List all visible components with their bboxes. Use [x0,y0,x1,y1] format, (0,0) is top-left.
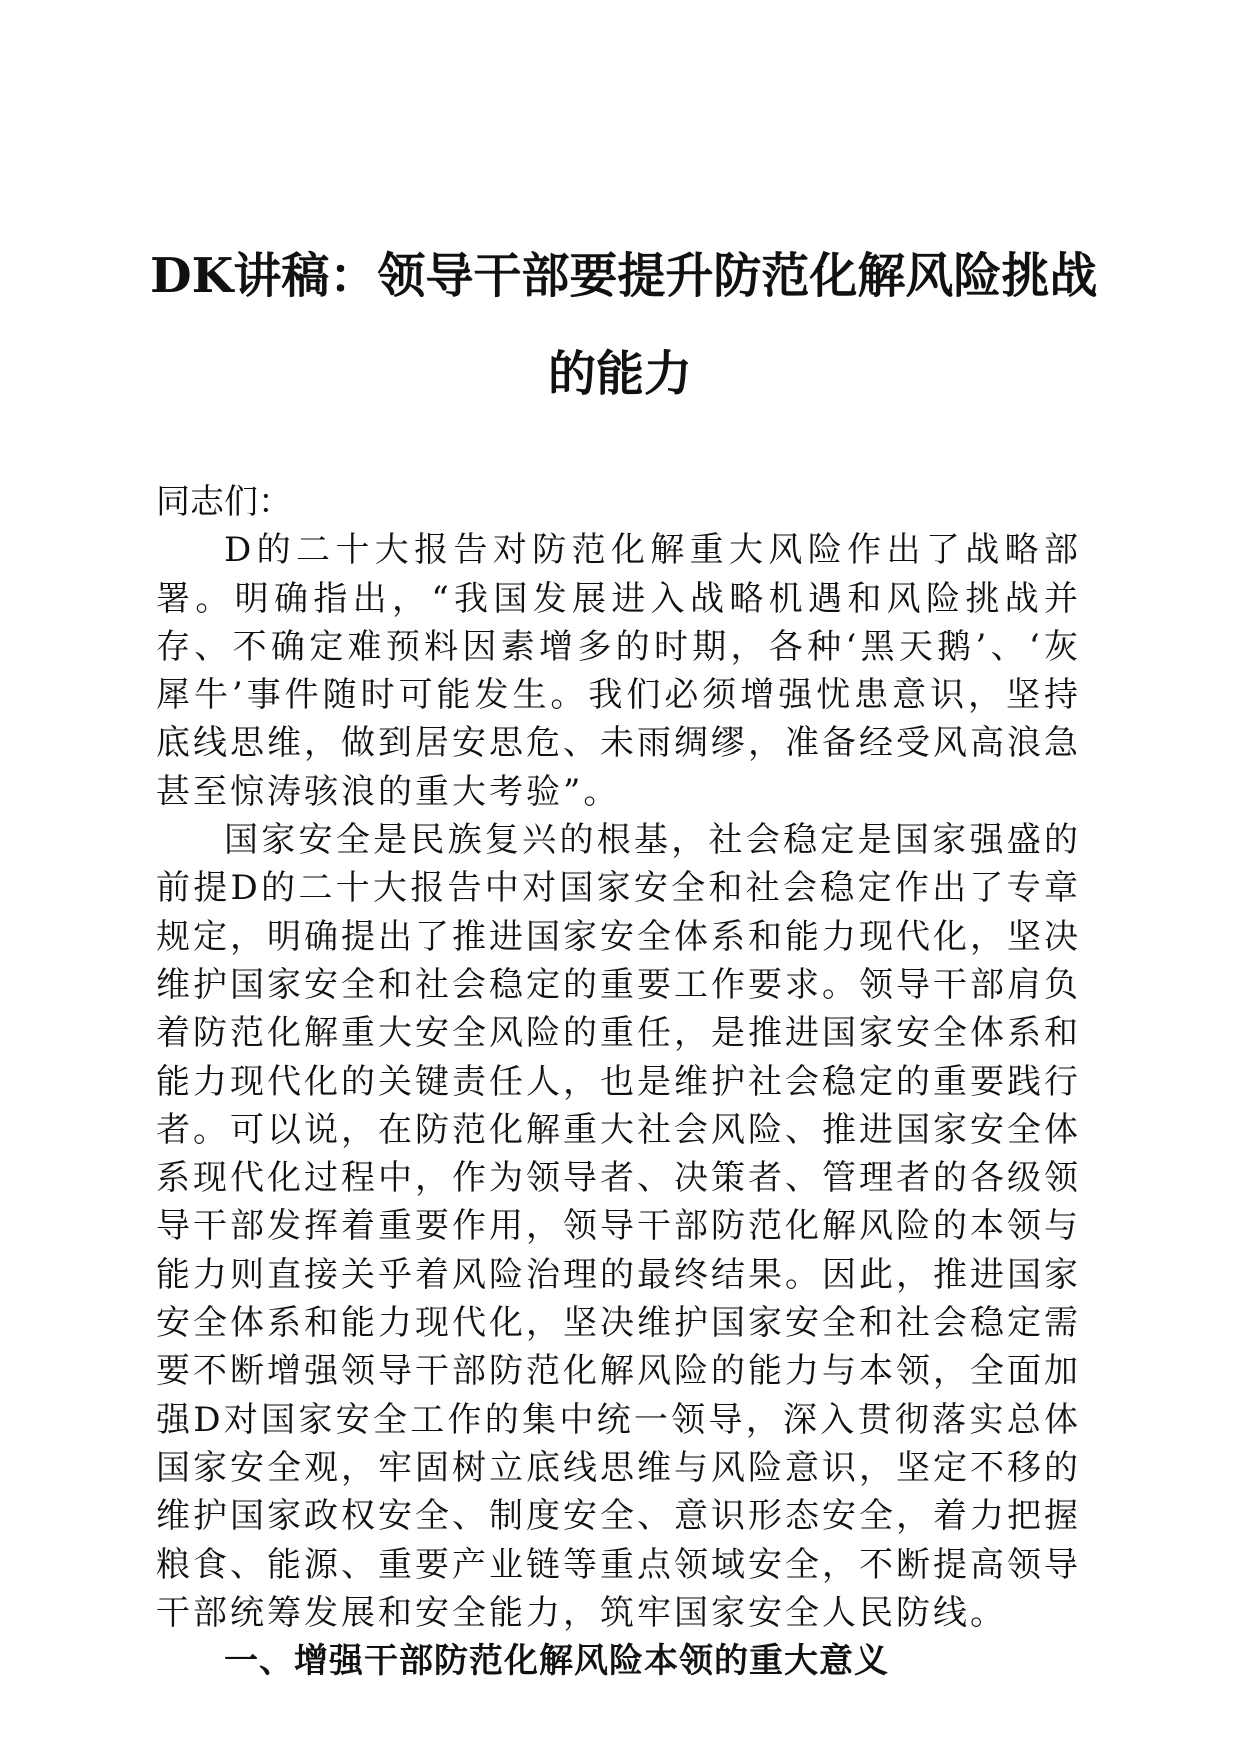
section-heading: 一、增强干部防范化解风险本领的重大意义 [224,1641,889,1682]
document-body [156,478,1081,1685]
paragraph-2: 国家安全是民族复兴的根基，社会稳定是国家强盛的前提D的二十大报告中对国家安全和社会稳定作出了专章规定，明确提出了推进国家安全体系和能力现代化，坚决维护国家安全和社会稳定的重要工作要求。领导干部肩负着防范化解重大安全风险的重任，是推进国家安全体系和能力现代化的关键责任人，也是维护社会稳定的重要践行者。可以说，在防范化解重大社会风险、推进国家安全体系现代化过程中，作为领导者、决策者、管理者的各级领导干部发挥着重要作用，领导干部防范化解风险的本领与能力则直接关乎着风险治理的最终结果。因此，推进国家安全体系和能力现代化，坚决维护国家安全和社会稳定需要不断增强领导干部防范化解风险的能力与本领，全面加强D对国家安全工作的集中统一领导，深入贯彻落实总体国家安全观，牢固树立底线思维与风险意识，坚定不移的维护国家政权安全、制度安全、意识形态安全，着力把握粮食、能源、重要产业链等重点领域安全，不断提高领导干部统筹发展和安全能力，筑牢国家安全人民防线。 [156,820,1081,1633]
salutation: 同志们： [156,482,292,522]
paragraph-1: D的二十大报告对防范化解重大风险作出了战略部署。明确指出，“我国发展进入战略机遇和风险挑战并存、不确定难预料因素增多的时期，各种‘黑天鹅’、‘灰犀牛’事件随时可能发生。我们必须增强忧患意识，坚持底线思维，做到居安思危、未雨绸缪，准备经受风高浪急甚至惊涛骇浪的重大考验”。 [156,530,1081,812]
document-title-line-2: 的能力 [547,346,692,402]
document-title-line-1: DK讲稿：领导干部要提升防范化解风险挑战 [150,248,1098,304]
